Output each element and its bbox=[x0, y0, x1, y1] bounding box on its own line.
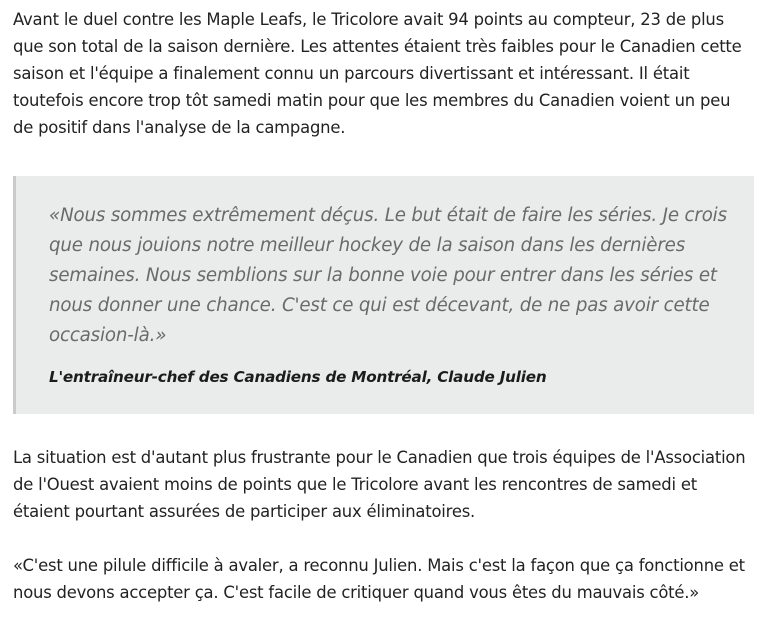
pull-quote bbox=[13, 176, 754, 414]
quote-attribution: L'entraîneur-chef des Canadiens de Montréal, Claude Julien bbox=[49, 368, 547, 386]
article-paragraph-4: «C'est une pilule difficile à avaler, a reconnu Julien. Mais c'est la façon que ça fonctionne et nous devons accepter ça. C'est facile de critiquer quand vous êtes du mauvais côté.» bbox=[13, 556, 745, 602]
article-paragraph-1: Avant le duel contre les Maple Leafs, le Tricolore avait 94 points au compteur, 23 de plus que son total de la saison dernière. Les attentes étaient très faibles pour le Canadien cette saison et l'équipe a finalement connu un parcours divertissant et intéressant. Il était toutefois encore trop tôt samedi matin pour que les membres du Canadien voient un peu de positif dans l'analyse de la campagne. bbox=[13, 10, 742, 137]
article-paragraph-3: La situation est d'autant plus frustrante pour le Canadien que trois équipes de l'Association de l'Ouest avaient moins de points que le Tricolore avant les rencontres de samedi et étaient pourtant assurées de participer aux éliminatoires. bbox=[13, 448, 746, 521]
quote-text: «Nous sommes extrêmement déçus. Le but était de faire les séries. Je crois que nous jouions notre meilleur hockey de la saison dans les dernières semaines. Nous semblions sur la bonne voie pour entrer dans les séries et nous donner une chance. C'est ce qui est décevant, de ne pas avoir cette occasion-là.» bbox=[49, 205, 727, 346]
